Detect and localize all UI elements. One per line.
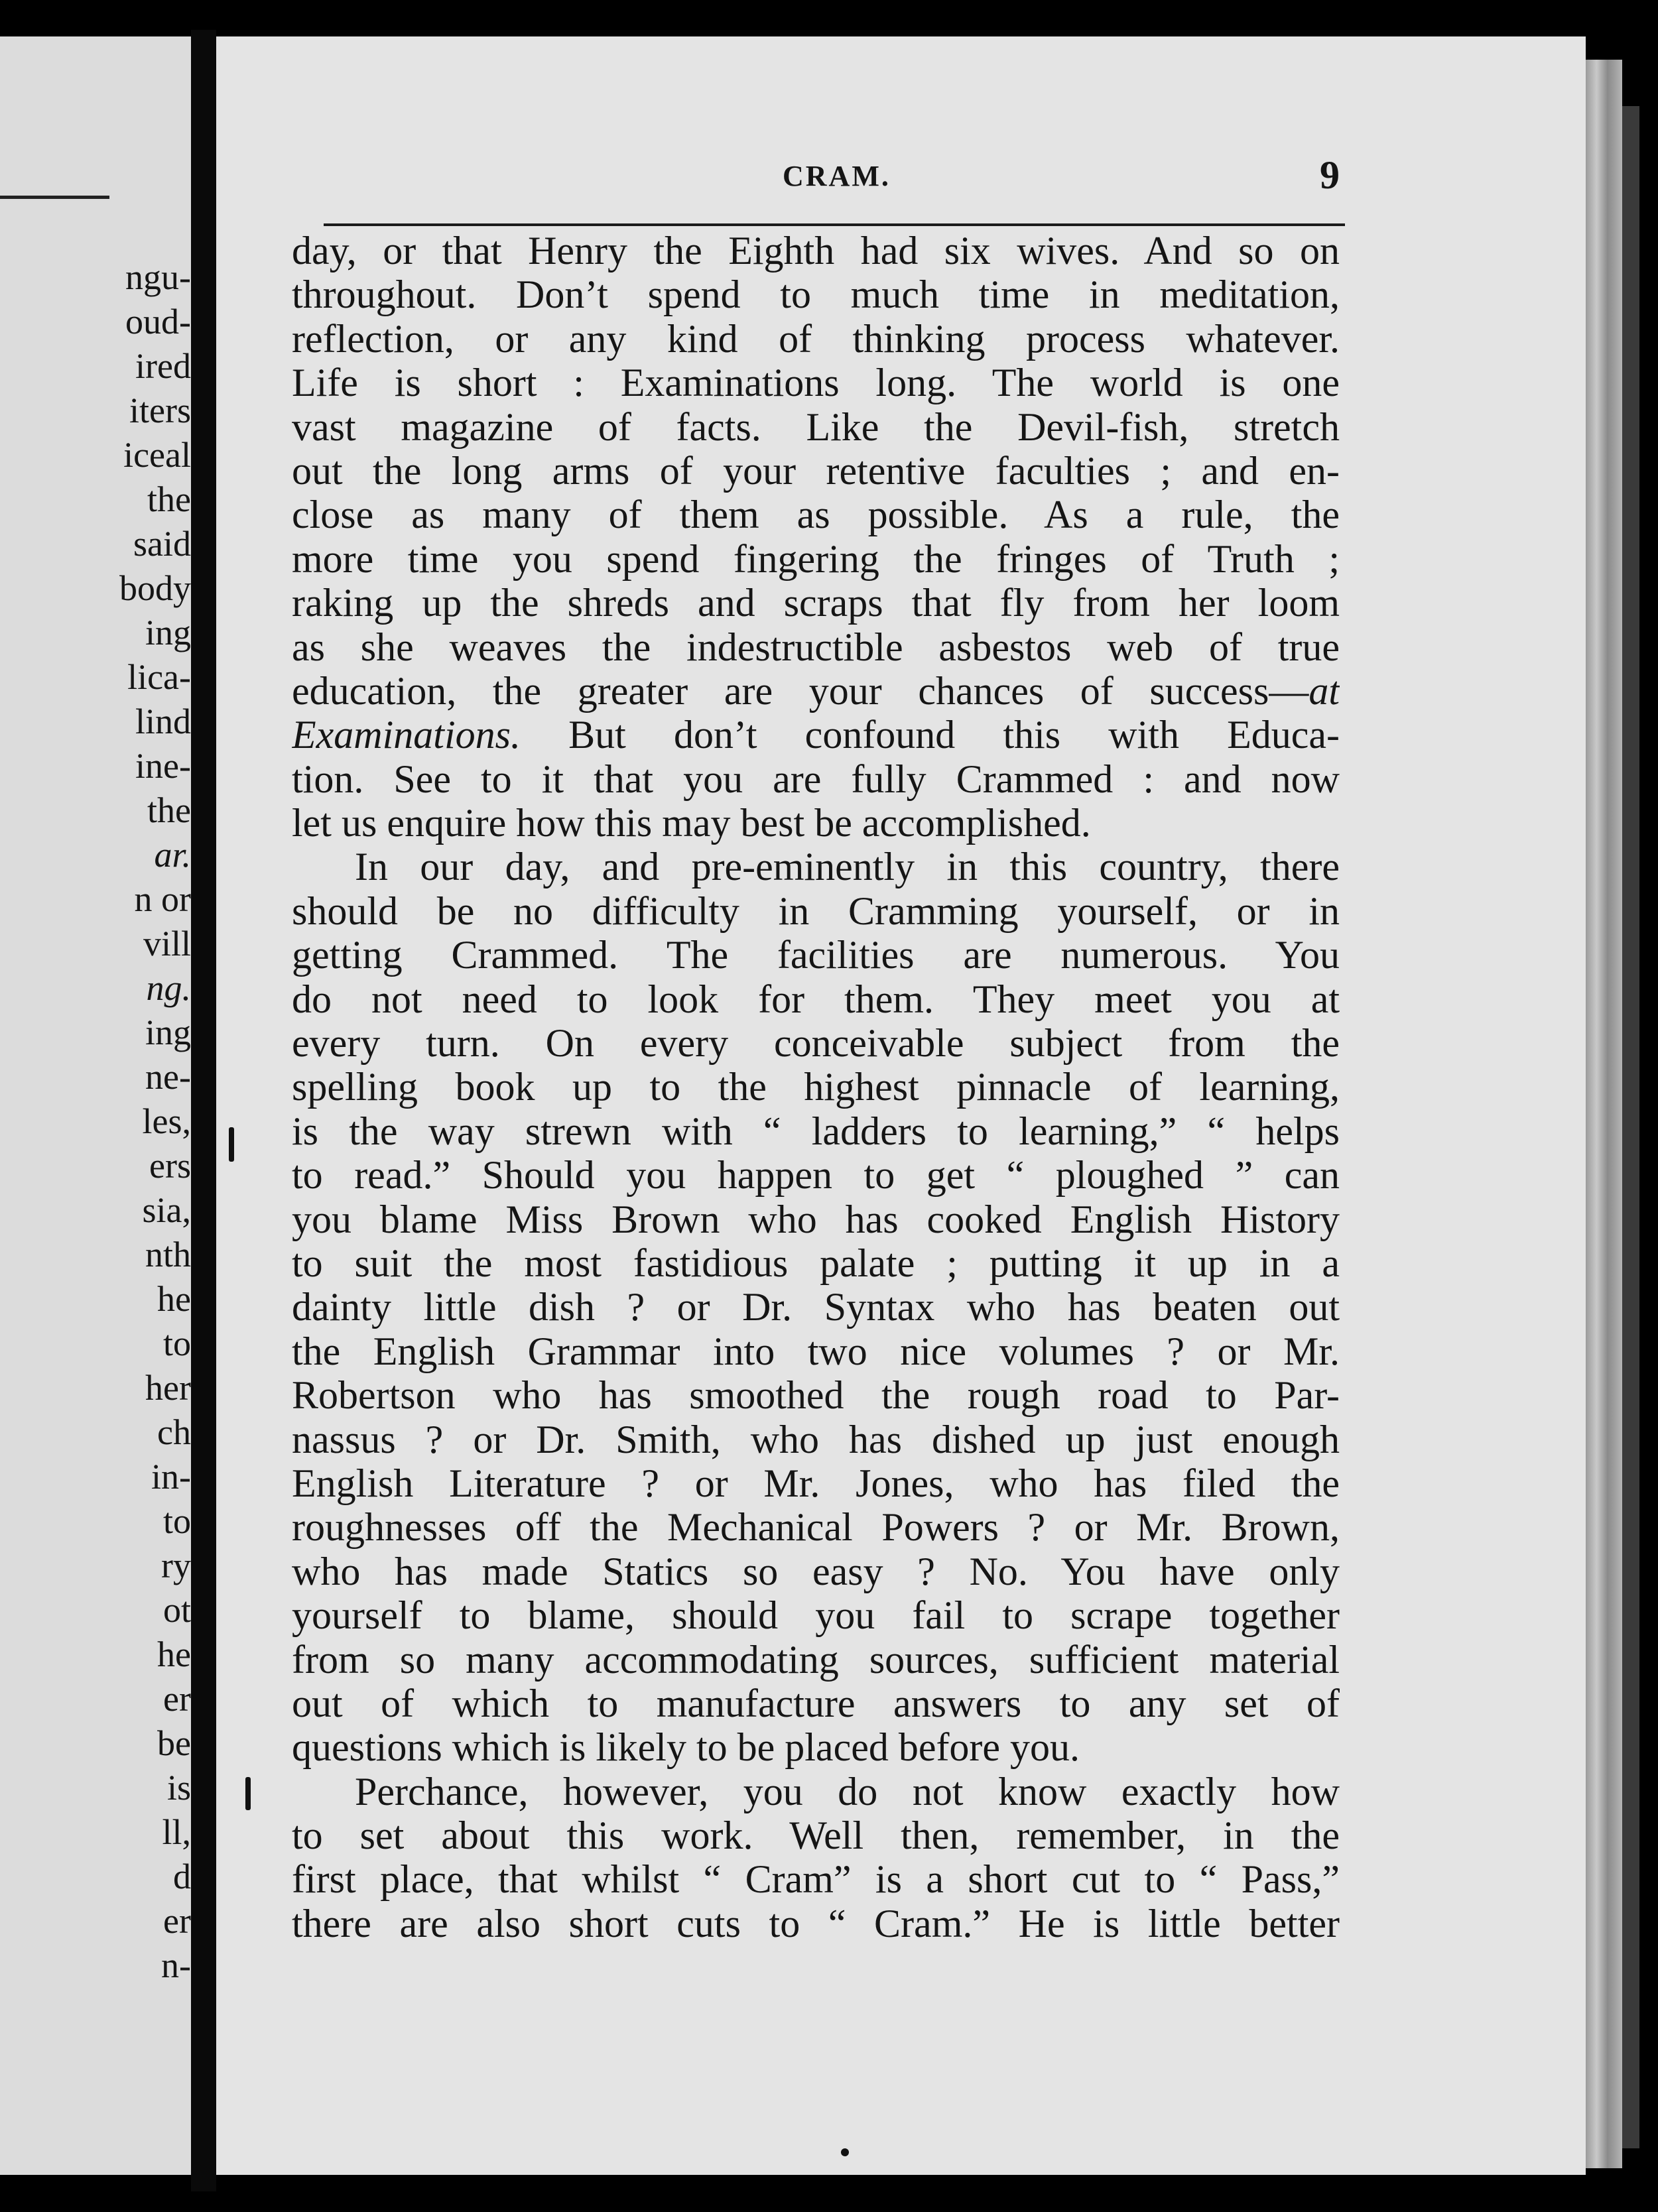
text-line	[292, 1153, 1340, 1197]
line-text: vast magazine of facts. Like the Devil-fish, stretch	[292, 404, 1340, 449]
line-text: raking up the shreds and scraps that fly from her loom	[292, 581, 1340, 625]
facing-page-fragment: ing	[145, 613, 191, 652]
signature-mark	[841, 2148, 849, 2156]
facing-page-fragment: oud-	[125, 302, 191, 341]
line-text: Robertson who has smoothed the rough road to Par-	[292, 1373, 1340, 1418]
margin-mark	[245, 1777, 251, 1810]
line-text: getting Crammed. The facilities are numerous. You	[292, 933, 1340, 977]
line-text: to set about this work. Well then, remember, in the	[292, 1813, 1340, 1858]
line-text: day, or that Henry the Eighth had six wives. And so on	[292, 229, 1340, 273]
line-text: out the long arms of your retentive faculties ; and en-	[292, 448, 1340, 493]
italic-text: Examinations.	[292, 713, 521, 757]
facing-page-fragment: in-	[151, 1457, 191, 1497]
facing-page-fragment: n or	[134, 879, 191, 919]
line-text: should be no difficulty in Cramming yourself, or in	[292, 889, 1340, 933]
facing-page-fragment: ar.	[154, 835, 191, 875]
line-text: is the way strewn with “ ladders to learning,” “ helps	[292, 1109, 1340, 1153]
line-text: there are also short cuts to “ Cram.” He is little better	[292, 1901, 1340, 1945]
text-line	[292, 1329, 1340, 1373]
text-line	[292, 405, 1340, 449]
line-text: education, the greater are your chances of success—	[292, 668, 1309, 713]
running-head: CRAM.	[783, 160, 891, 192]
line-text: throughout. Don’t spend to much time in meditation,	[292, 273, 1340, 317]
text-line	[292, 1638, 1340, 1682]
book-gutter	[191, 30, 216, 2191]
text-line	[292, 625, 1340, 669]
facing-page-fragment: lind	[135, 702, 191, 741]
line-text: do not need to look for them. They meet you at	[292, 977, 1340, 1021]
text-line	[292, 801, 1340, 845]
facing-page-fragment: to	[162, 1323, 191, 1363]
text-line	[292, 229, 1340, 273]
text-line	[292, 537, 1340, 581]
facing-page-fragment: he	[157, 1634, 191, 1674]
text-line	[292, 1021, 1340, 1065]
text-line	[292, 1593, 1340, 1637]
text-line	[292, 361, 1340, 404]
line-text: reflection, or any kind of thinking process whatever.	[292, 316, 1340, 361]
line-text: from so many accommodating sources, sufficient material	[292, 1637, 1340, 1682]
text-line	[292, 1682, 1340, 1725]
line-text: you blame Miss Brown who has cooked English History	[292, 1197, 1340, 1241]
text-line	[292, 1109, 1340, 1153]
line-text: English Literature ? or Mr. Jones, who has filed the	[292, 1461, 1340, 1505]
facing-page-fragment: iters	[129, 391, 191, 430]
facing-page-fragment: ngu-	[125, 257, 191, 297]
text-line	[292, 1198, 1340, 1241]
text-line	[292, 493, 1340, 536]
text-line	[292, 273, 1340, 316]
text-line	[292, 977, 1340, 1021]
line-text: to read.” Should you happen to get “ ploughed ” can	[292, 1153, 1340, 1198]
line-text: let us enquire how this may best be accomplished.	[292, 801, 1091, 845]
line-text: nassus ? or Dr. Smith, who has dished up just enough	[292, 1417, 1340, 1461]
text-line	[292, 1857, 1340, 1901]
line-text: But don’t confound this with Educa-	[520, 713, 1340, 757]
text-line	[292, 1505, 1340, 1549]
page-edges	[1586, 60, 1622, 2168]
facing-page-fragment: lica-	[127, 657, 191, 697]
text-line	[292, 317, 1340, 361]
page-number: 9	[1320, 153, 1340, 197]
facing-page-fragment: ing	[145, 1013, 191, 1052]
text-line	[292, 1241, 1340, 1285]
line-text: who has made Statics so easy ? No. You have only	[292, 1549, 1340, 1593]
text-line	[292, 1813, 1340, 1857]
text-line	[292, 1065, 1340, 1109]
facing-page-fragment: sia,	[142, 1190, 191, 1230]
facing-page-fragment: er	[163, 1901, 191, 1941]
text-line	[292, 1770, 1340, 1813]
text-line	[292, 1550, 1340, 1593]
facing-page-fragment: vill	[143, 924, 191, 963]
facing-page-left	[0, 36, 191, 2175]
facing-page-fragment: ot	[162, 1590, 191, 1630]
text-line	[292, 1418, 1340, 1461]
facing-page-fragment: iceal	[123, 435, 191, 475]
facing-page-fragment: ry	[161, 1546, 191, 1585]
text-line	[292, 1373, 1340, 1417]
line-text: dainty little dish ? or Dr. Syntax who has beaten out	[292, 1285, 1340, 1329]
line-text: the English Grammar into two nice volumes ? or Mr.	[292, 1329, 1340, 1373]
facing-page-fragment: ng.	[146, 968, 191, 1008]
facing-page-fragment: is	[166, 1768, 191, 1808]
line-text: close as many of them as possible. As a rule, the	[292, 493, 1340, 537]
text-line	[292, 669, 1340, 713]
facing-page-fragment: d	[173, 1857, 191, 1896]
facing-page-fragment: ired	[135, 346, 191, 386]
line-text: roughnesses off the Mechanical Powers ? or Mr. Brown,	[292, 1505, 1340, 1550]
facing-page-fragment: ers	[149, 1146, 191, 1186]
facing-page-fragment: to	[162, 1501, 191, 1541]
facing-page-fragment: the	[147, 479, 191, 519]
italic-text: at	[1308, 668, 1340, 713]
header-rule	[324, 223, 1345, 226]
text-line	[292, 889, 1340, 933]
facing-page-fragment: les,	[142, 1101, 191, 1141]
text-line	[292, 1461, 1340, 1505]
facing-page-fragment: ne-	[145, 1057, 191, 1097]
line-text: spelling book up to the highest pinnacle of learning,	[292, 1065, 1340, 1109]
line-text: yourself to blame, should you fail to scrape together	[292, 1593, 1340, 1638]
line-text: out of which to manufacture answers to any set of	[292, 1681, 1340, 1725]
line-text: In our day, and pre-eminently in this country, there	[355, 845, 1340, 889]
text-line	[292, 757, 1340, 801]
facing-page-fragment: ch	[157, 1412, 191, 1452]
facing-page-fragment: ll,	[162, 1812, 191, 1852]
facing-page-text-fragments	[0, 255, 191, 1988]
facing-page-fragment: ine-	[135, 746, 191, 786]
margin-mark	[229, 1127, 234, 1162]
text-line	[292, 1902, 1340, 1945]
facing-page-fragment: n-	[161, 1945, 191, 1985]
line-text: Perchance, however, you do not know exactly how	[355, 1769, 1340, 1813]
facing-page-fragment: body	[119, 568, 191, 608]
text-line	[292, 713, 1340, 757]
book-cover-edge	[1622, 106, 1639, 2148]
line-text: first place, that whilst “ Cram” is a short cut to “ Pass,”	[292, 1857, 1340, 1902]
line-text: more time you spend fingering the fringes of Truth ;	[292, 536, 1340, 581]
text-line	[292, 581, 1340, 625]
text-line	[292, 845, 1340, 889]
facing-page-fragment: her	[145, 1368, 191, 1408]
text-line	[292, 449, 1340, 493]
facing-page-fragment: er	[163, 1679, 191, 1719]
facing-page-fragment: be	[157, 1723, 191, 1763]
text-line	[292, 1725, 1340, 1769]
line-text: every turn. On every conceivable subject from the	[292, 1021, 1340, 1066]
facing-page-fragment: he	[157, 1279, 191, 1319]
facing-page-fragment: nth	[145, 1235, 191, 1274]
facing-page-rule	[0, 196, 109, 199]
facing-page-fragment: the	[147, 790, 191, 830]
line-text: questions which is likely to be placed before you.	[292, 1725, 1080, 1770]
body-text	[292, 229, 1340, 1979]
line-text: Life is short : Examinations long. The world is one	[292, 361, 1340, 405]
line-text: tion. See to it that you are fully Crammed : and now	[292, 757, 1340, 801]
facing-page-fragment: said	[133, 524, 191, 564]
text-line	[292, 1285, 1340, 1329]
text-line	[292, 933, 1340, 977]
line-text: as she weaves the indestructible asbestos web of true	[292, 625, 1340, 669]
line-text: to suit the most fastidious palate ; putting it up in a	[292, 1241, 1340, 1285]
